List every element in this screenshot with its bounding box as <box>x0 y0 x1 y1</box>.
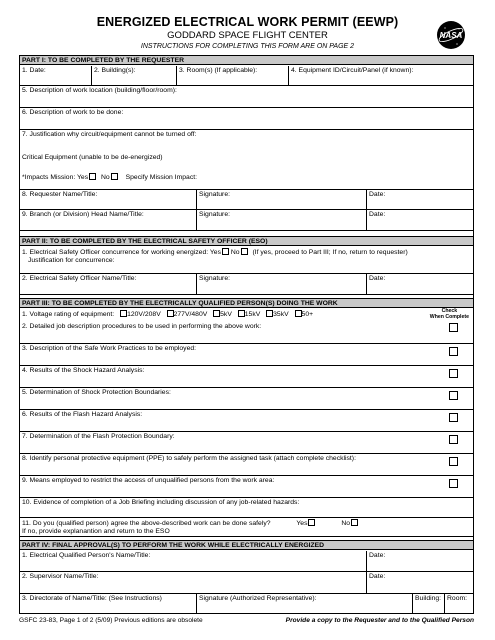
form-instructions: INSTRUCTIONS FOR COMPLETING THIS FORM ARE ON PAGE 2 <box>140 43 355 50</box>
directorate-name-field[interactable]: 3. Directorate of Name/Title: (See Instructions) <box>22 595 162 602</box>
copy-instruction: Provide a copy to the Requester and to the Qualified Person <box>285 617 474 624</box>
branch-head-signature-field[interactable]: Signature: <box>196 210 366 230</box>
room-field-final[interactable]: Room: <box>444 594 475 614</box>
agreement-label: 11. Do you (qualified person) agree the above-described work can be done safely? <box>22 520 271 527</box>
branch-head-name-field[interactable]: 9. Branch (or Division) Head Name/Title: <box>22 211 144 218</box>
safe-work-row <box>20 344 473 366</box>
shock-boundary-check[interactable] <box>449 391 458 400</box>
svg-text:NASA: NASA <box>439 31 463 40</box>
flash-boundary-row <box>20 432 473 454</box>
eso-yes-checkbox[interactable] <box>222 248 229 255</box>
eso-name-field[interactable]: 2. Electrical Safety Officer Name/Title: <box>22 275 137 282</box>
restrict-access-label: 9. Means employed to restrict the access of unqualified persons from the work area: <box>22 477 275 484</box>
building-field-final[interactable]: Building: <box>412 594 444 614</box>
flash-boundary-check[interactable] <box>449 435 458 444</box>
justification-label: 7. Justification why circuit/equipment cannot be turned off: <box>22 131 197 138</box>
mission-impact-row: *Impacts Mission: Yes No Specify Mission Impact: <box>22 174 197 181</box>
form-title: ENERGIZED ELECTRICAL WORK PERMIT (EEWP) <box>96 15 399 29</box>
room-field[interactable]: 3. Room(s) (If applicable): <box>176 66 288 85</box>
eso-concurrence-row: 1. Electrical Safety Officer concurrence for working energized: Yes No (If yes, proceed to Part III; If no, return to requester) Justification for concurrence: <box>20 247 473 274</box>
voltage-options: 1. Voltage rating of equipment: 120V/208V 277V/480V 5kV 15kV 35kV 50+ <box>22 311 314 318</box>
voltage-15kv-checkbox[interactable] <box>238 310 245 317</box>
impacts-yes-checkbox[interactable] <box>89 173 96 180</box>
eso-no-checkbox[interactable] <box>241 248 248 255</box>
eso-date-field[interactable]: Date: <box>366 274 475 294</box>
agreement-row: 11. Do you (qualified person) agree the above-described work can be done safely? Yes No If no, provide explanantion and return to the ESO <box>20 518 473 537</box>
ppe-label: 8. Identify personal protective equipment (PPE) to safely perform the assigned task (attach complete checklist): <box>22 455 356 462</box>
eso-signature-field[interactable]: Signature: <box>196 274 366 294</box>
justification-concurrence-label: Justification for concurrence: <box>28 256 115 264</box>
qualified-person-row <box>20 551 473 572</box>
voltage-row <box>20 309 473 344</box>
critical-equipment-label: Critical Equipment (unable to be de-energized) <box>22 154 163 161</box>
equipment-id-field[interactable]: 4. Equipment ID/Circuit/Panel (if known): <box>288 66 475 85</box>
supervisor-name-field[interactable]: 2. Supervisor Name/Title: <box>22 573 99 580</box>
form-subtitle: GODDARD SPACE FLIGHT CENTER <box>167 30 328 41</box>
impacts-no-checkbox[interactable] <box>111 173 118 180</box>
ppe-check[interactable] <box>449 457 458 466</box>
shock-analysis-check[interactable] <box>449 369 458 378</box>
building-field[interactable]: 2. Building(s): <box>91 66 176 85</box>
job-briefing-field[interactable]: 10. Evidence of completion of a Job Briefing including discussion of any job-related hazards: <box>20 498 473 518</box>
job-description-label: 2. Detailed job description procedures to be used in performing the above work: <box>22 322 262 330</box>
qualified-person-date-field[interactable]: Date: <box>366 551 475 571</box>
agreement-note: If no, provide explanantion and return to the ESO <box>22 527 170 535</box>
justification-block <box>20 130 473 190</box>
flash-analysis-label: 6. Results of the Flash Hazard Analysis: <box>22 411 143 418</box>
qualified-person-name-field[interactable]: 1. Electrical Qualified Person's Name/Title: <box>22 552 151 559</box>
requester-name-field[interactable]: 8. Requester Name/Title: <box>22 191 98 198</box>
work-location-field[interactable]: 5. Description of work location (building/floor/room): <box>20 86 473 108</box>
shock-boundary-row <box>20 388 473 410</box>
supervisor-date-field[interactable]: Date: <box>366 572 475 593</box>
form-number: GSFC 23-83, Page 1 of 2 (5/09) Previous editions are obsolete <box>19 617 203 624</box>
agree-yes-checkbox[interactable] <box>308 519 315 526</box>
shock-analysis-label: 4. Results of the Shock Hazard Analysis: <box>22 367 145 374</box>
part4-heading: PART IV: FINAL APPROVAL(S) TO PERFORM THE WORK WHILE ELECTRICALLY ENERGIZED <box>20 540 473 550</box>
part1-heading: PART I: TO BE COMPLETED BY THE REQUESTER <box>20 55 473 65</box>
safe-work-check[interactable] <box>449 347 458 356</box>
voltage-277-checkbox[interactable] <box>167 310 174 317</box>
requester-row <box>20 190 473 210</box>
safe-work-label: 3. Description of the Safe Work Practices to be employed: <box>22 345 197 352</box>
directorate-row <box>20 594 473 614</box>
authorized-signature-field[interactable]: Signature (Authorized Representative): <box>196 594 412 614</box>
flash-analysis-check[interactable] <box>449 413 458 422</box>
permit-form <box>19 55 474 614</box>
date-field[interactable]: 1. Date: <box>22 67 46 74</box>
nasa-logo-icon <box>436 20 466 50</box>
eso-name-row <box>20 274 473 295</box>
requester-signature-field[interactable]: Signature: <box>196 190 366 209</box>
flash-analysis-row <box>20 410 473 432</box>
work-description-field[interactable]: 6. Description of work to be done: <box>20 108 473 130</box>
branch-head-date-field[interactable]: Date: <box>366 210 475 230</box>
row-basic-info <box>20 66 473 86</box>
check-when-complete-header: Check When Complete <box>429 308 469 320</box>
shock-boundary-label: 5. Determination of Shock Protection Boundaries: <box>22 389 171 396</box>
shock-analysis-row <box>20 366 473 388</box>
restrict-access-check[interactable] <box>449 479 458 488</box>
restrict-access-row <box>20 476 473 498</box>
requester-date-field[interactable]: Date: <box>366 190 475 209</box>
flash-boundary-label: 7. Determination of the Flash Protection Boundary: <box>22 433 175 440</box>
ppe-row <box>20 454 473 476</box>
supervisor-row <box>20 572 473 594</box>
part3-heading: PART III: TO BE COMPLETED BY THE ELECTRICALLY QUALIFIED PERSON(S) DOING THE WORK <box>20 298 473 308</box>
part2-heading: PART II: TO BE COMPLETED BY THE ELECTRICAL SAFETY OFFICER (ESO) <box>20 236 473 246</box>
job-description-check[interactable] <box>449 323 458 332</box>
branch-head-row <box>20 210 473 231</box>
voltage-50-checkbox[interactable] <box>295 310 302 317</box>
agree-no-checkbox[interactable] <box>351 519 358 526</box>
